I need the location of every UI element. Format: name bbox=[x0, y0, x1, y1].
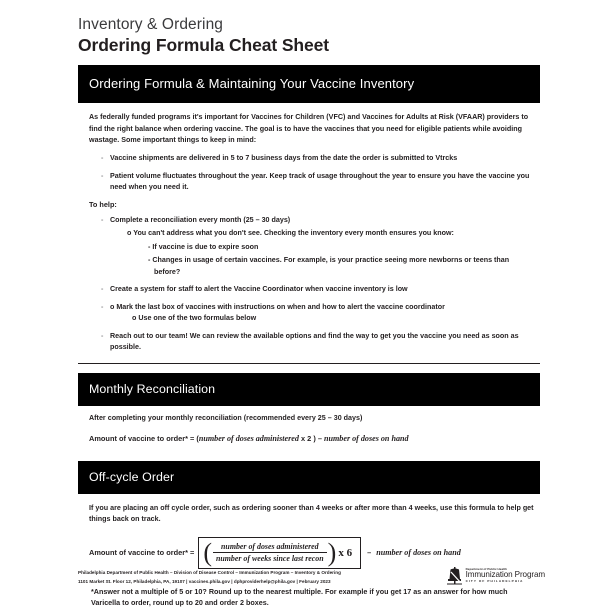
footer-line-1: Philadelphia Department of Public Health – Division of Disease Control – Immunization Program – Inventory & Ordering bbox=[78, 570, 341, 576]
footer-separator: | bbox=[229, 578, 234, 584]
formula-term-doses-administered: number of doses administered bbox=[198, 434, 299, 444]
list-item: - Vaccine shipments are delivered in 5 to 7 business days from the date the order is submitted to Vtrcks bbox=[89, 153, 536, 165]
list-item bbox=[89, 215, 536, 278]
footer-contact-info bbox=[78, 569, 341, 586]
formula-term-doses-on-hand: number of doses on hand bbox=[324, 434, 409, 444]
fraction-numerator: number of doses administered bbox=[221, 541, 319, 551]
fraction-denominator: number of weeks since last recon bbox=[216, 554, 324, 564]
section-banner-ordering-formula: Ordering Formula & Maintaining Your Vaccine Inventory bbox=[78, 65, 540, 103]
footer-date: | February 2023 bbox=[295, 578, 331, 584]
paren-open: ( bbox=[203, 538, 213, 567]
formula-tail bbox=[367, 548, 461, 557]
help-subitem-detail: - If vaccine is due to expire soon bbox=[148, 242, 259, 251]
footer-line-2 bbox=[78, 578, 341, 586]
formula-operator: – bbox=[367, 548, 372, 558]
offcycle-formula bbox=[78, 537, 540, 569]
logo-city-line: CITY OF PHILADELPHIA bbox=[465, 578, 524, 583]
paren-close: ) bbox=[327, 538, 337, 567]
help-subitem: o Use one of the two formulas below bbox=[132, 314, 257, 323]
page-title: Ordering Formula Cheat Sheet bbox=[78, 35, 329, 56]
logo-department-line: Department of Public Health bbox=[465, 566, 507, 571]
logo-wordmark bbox=[466, 568, 545, 583]
formula-lead: Amount of vaccine to order* = ( bbox=[89, 434, 199, 444]
formula-multiplier: x 6 bbox=[338, 546, 353, 559]
footer-email[interactable]: dphproviderhelp@phila.gov bbox=[233, 578, 296, 584]
help-subitem-detail: - Changes in usage of certain vaccines. For example, is your practice seeing more newborns or teens than before? bbox=[148, 256, 510, 276]
intro-paragraph: As federally funded programs it's important for Vaccines for Children (VFC) and Vaccines for Adults at Risk (VFAAR) providers to find the right balance when ordering vaccine. The goal is to have the vaccines that you need for eligible patients while avoiding wastage. Some important things to keep in mind: bbox=[89, 113, 529, 145]
section-divider bbox=[78, 363, 540, 364]
logo-program-name: Immunization Program bbox=[465, 569, 545, 579]
section-banner-monthly-reconciliation: Monthly Reconciliation bbox=[78, 373, 540, 406]
formula-fraction bbox=[213, 541, 327, 565]
formula-multiplier: x 2 bbox=[298, 434, 314, 444]
monthly-intro: After completing your monthly reconciliation (recommended every 25 – 30 days) bbox=[89, 413, 363, 422]
formula-term-doses-on-hand: number of doses on hand bbox=[376, 548, 461, 558]
section-offcycle-body bbox=[78, 503, 540, 569]
formula-bracket-group bbox=[198, 537, 357, 569]
monthly-formula bbox=[78, 433, 540, 445]
help-subitem: o You can't address what you don't see. Checking the inventory every month ensures you know: bbox=[127, 229, 454, 238]
page-footer bbox=[78, 566, 545, 586]
list-item bbox=[89, 302, 536, 325]
formula-operator: ) – bbox=[313, 434, 324, 444]
help-item-text: o Mark the last box of vaccines with instructions on when and how to alert the vaccine coordinator bbox=[110, 302, 445, 311]
footer-address: 1101 Market St. Floor 12, Philadelphia, PA, 19107 | bbox=[78, 578, 189, 584]
section-ordering-formula-body bbox=[78, 112, 540, 354]
document-kicker: Inventory & Ordering bbox=[78, 16, 224, 33]
section-monthly-body bbox=[78, 413, 540, 446]
offcycle-intro: If you are placing an off cycle order, such as ordering sooner than 4 weeks or after more than 4 weeks, use this formula to help get things back on track. bbox=[89, 503, 534, 524]
section-banner-off-cycle-order: Off-cycle Order bbox=[78, 461, 540, 494]
list-item: - Patient volume fluctuates throughout the year. Keep track of usage throughout the year to ensure you have the vaccine you need when you need it. bbox=[89, 171, 536, 194]
to-help-label: To help: bbox=[89, 199, 117, 209]
list-item: - Create a system for staff to alert the Vaccine Coordinator when vaccine inventory is low bbox=[89, 284, 536, 296]
footer-website[interactable]: vaccines.phila.gov bbox=[188, 578, 230, 584]
footnote-text: *Answer not a multiple of 5 or 10? Round up to the nearest multiple. For example if you get 17 as an answer for how much Varicella to order, round up to 20 and order 2 boxes. bbox=[91, 586, 508, 607]
immunization-program-logo bbox=[446, 566, 545, 586]
liberty-bell-icon bbox=[446, 566, 463, 585]
help-items-list bbox=[89, 215, 536, 354]
formula-lead: Amount of vaccine to order* = bbox=[89, 548, 195, 558]
help-item-text: Complete a reconciliation every month (25 – 30 days) bbox=[110, 215, 291, 224]
document-header bbox=[78, 16, 540, 56]
key-points-list bbox=[89, 153, 536, 194]
list-item: - Reach out to our team! We can review the available options and find the way to get you the vaccine you need as soon as possible. bbox=[89, 331, 536, 354]
